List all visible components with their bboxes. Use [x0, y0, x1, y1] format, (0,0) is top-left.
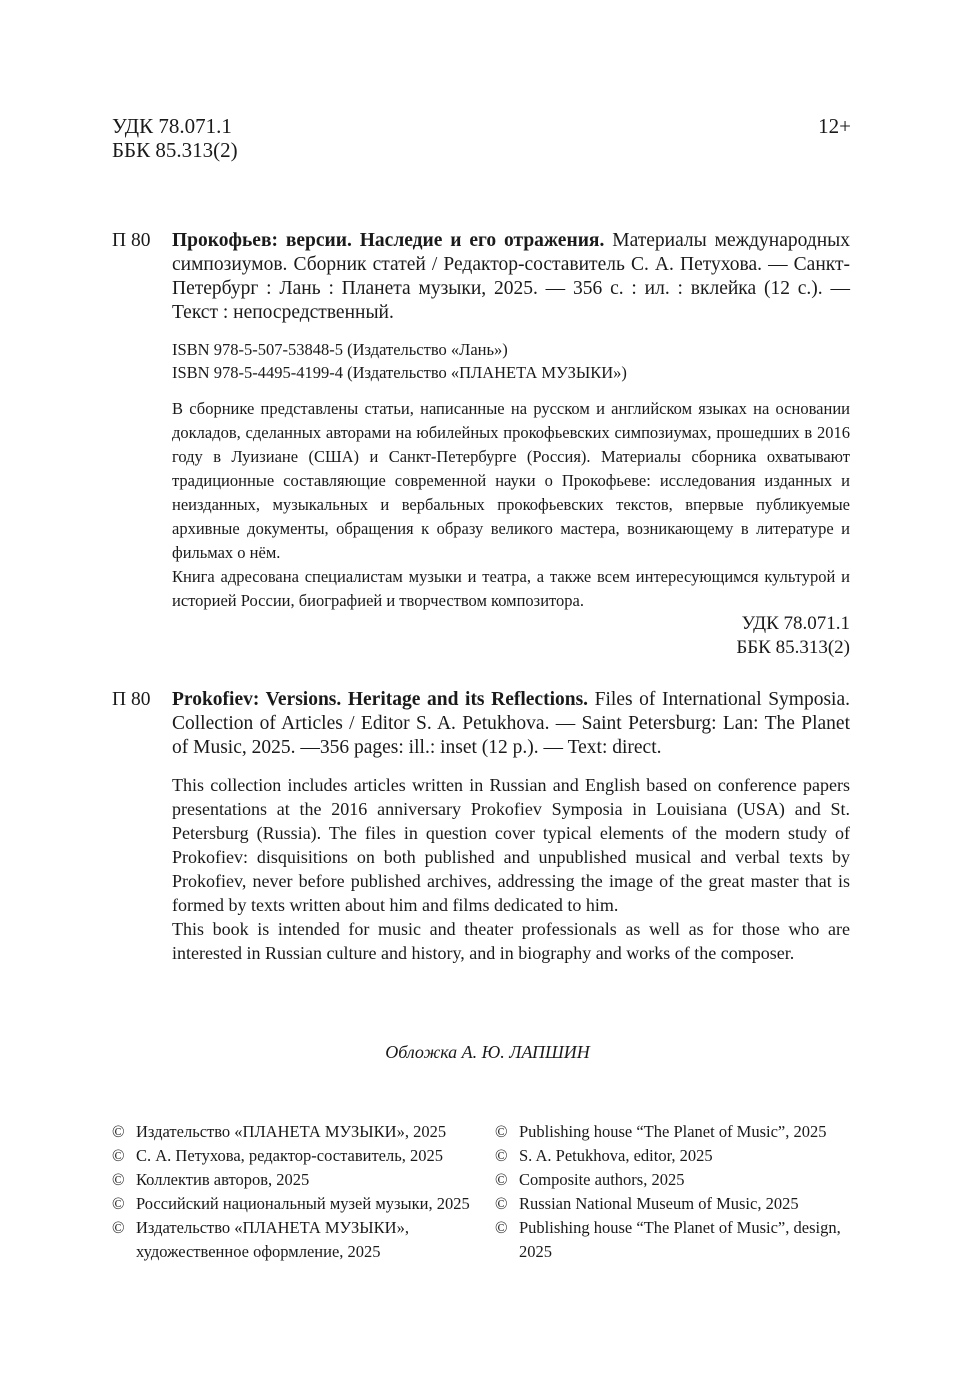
- copyright-text: Publishing house “The Planet of Music”, 2025: [519, 1122, 827, 1141]
- copyright-icon: ©: [112, 1194, 125, 1213]
- copyright-text: С. А. Петухова, редактор-составитель, 2025: [136, 1146, 443, 1165]
- header-udk: УДК 78.071.1: [112, 114, 232, 138]
- copyright-icon: ©: [112, 1218, 125, 1237]
- age-rating: 12+: [818, 114, 851, 138]
- en-annotation-paragraph: This collection includes articles written in Russian and English based on conference papers presentations at the 2016 anniversary Prokofiev Symposia in Louisiana (USA) and St. Petersburg (Russia). The files in question cover typical elements of the modern study of Prokofiev: disquisitions on both published and unpublished musical and verbal texts by Prokofiev, never before published archives, addressing the image of the great master that is formed by texts written about him and films dedicated to him.: [172, 775, 850, 915]
- ru-title: Прокофьев: версии. Наследие и его отражения.: [172, 230, 605, 251]
- header-bbk: ББК 85.313(2): [112, 138, 238, 162]
- en-description: Files of International Symposia. Collection of Articles / Editor S. A. Petukhova. — Saint Petersburg: Lan: The Planet of Music, 2025. —356 pages: ill.: inset (12 p.). — Text: direct.: [172, 689, 850, 758]
- copyright-text: Коллектив авторов, 2025: [136, 1170, 310, 1189]
- ru-entry-code: П 80: [112, 230, 151, 251]
- copyright-icon: ©: [495, 1194, 508, 1213]
- copyright-text: Composite authors, 2025: [519, 1170, 685, 1189]
- ru-isbn-list: [172, 338, 850, 384]
- copyright-ru-list: [112, 1120, 472, 1264]
- copyright-item: [112, 1192, 472, 1216]
- ru-udk: УДК 78.071.1: [741, 613, 850, 634]
- en-annotation: [172, 773, 850, 965]
- copyright-item: [495, 1144, 855, 1168]
- copyright-item: [112, 1168, 472, 1192]
- copyright-item: [112, 1144, 472, 1168]
- header-classification: [112, 114, 238, 162]
- copyright-icon: ©: [112, 1170, 125, 1189]
- ru-bibliographic-record: [172, 229, 850, 325]
- copyright-icon: ©: [495, 1218, 508, 1237]
- copyright-text: Издательство «ПЛАНЕТА МУЗЫКИ», художественное оформление, 2025: [136, 1218, 409, 1261]
- isbn-lan: ISBN 978-5-507-53848-5 (Издательство «Лань»): [172, 340, 508, 359]
- en-annotation-paragraph: This book is intended for music and theater professionals as well as for those who are interested in Russian culture and history, and in biography and works of the composer.: [172, 919, 850, 963]
- ru-classification: [736, 612, 850, 660]
- copyright-item: [495, 1216, 855, 1264]
- copyright-text: Российский национальный музей музыки, 2025: [136, 1194, 470, 1213]
- copyright-item: [495, 1192, 855, 1216]
- copyright-icon: ©: [495, 1146, 508, 1165]
- ru-bbk: ББК 85.313(2): [736, 637, 850, 658]
- en-entry: [172, 688, 850, 965]
- copyright-text: Publishing house “The Planet of Music”, design, 2025: [519, 1218, 841, 1261]
- copyright-text: Издательство «ПЛАНЕТА МУЗЫКИ», 2025: [136, 1122, 447, 1141]
- copyright-item: [112, 1216, 472, 1264]
- ru-annotation: [172, 397, 850, 613]
- copyright-item: [112, 1120, 472, 1144]
- isbn-planet: ISBN 978-5-4495-4199-4 (Издательство «ПЛАНЕТА МУЗЫКИ»): [172, 363, 627, 382]
- en-entry-code: П 80: [112, 689, 151, 710]
- copyright-text: Russian National Museum of Music, 2025: [519, 1194, 799, 1213]
- copyright-item: [495, 1168, 855, 1192]
- copyright-en-list: [495, 1120, 855, 1264]
- cover-credit: Обложка А. Ю. ЛАПШИН: [385, 1042, 590, 1062]
- en-bibliographic-record: [172, 688, 850, 760]
- ru-description: Материалы международных симпозиумов. Сборник статей / Редактор-составитель С. А. Петухова. — Санкт-Петербург : Лань : Планета музыки, 2025. — 356 с. : ил. : вклейка (12 с.). — Текст : непосредственный.: [172, 230, 851, 323]
- copyright-text: S. A. Petukhova, editor, 2025: [519, 1146, 713, 1165]
- en-title: Prokofiev: Versions. Heritage and its Reflections.: [172, 689, 589, 710]
- copyright-icon: ©: [495, 1170, 508, 1189]
- ru-annotation-paragraph: В сборнике представлены статьи, написанные на русском и английском языках на основании докладов, сделанных авторами на юбилейных прокофьевских симпозиумах, прошедших в 2016 году в Луизиане (США) и Санкт-Петербурге (Россия). Материалы сборника охватывают традиционные составляющие современной науки о Прокофьеве: исследования изданных и неизданных, музыкальных и вербальных прокофьевских текстов, впервые публикуемые архивные документы, обращения к образу великого мастера, возникающему в литературе и фильмах о нём.: [172, 399, 850, 562]
- ru-entry: [172, 229, 850, 613]
- copyright-icon: ©: [112, 1146, 125, 1165]
- copyright-item: [495, 1120, 855, 1144]
- copyright-icon: ©: [495, 1122, 508, 1141]
- copyright-icon: ©: [112, 1122, 125, 1141]
- ru-annotation-paragraph: Книга адресована специалистам музыки и театра, а также всем интересующимся культурой и историей России, биографией и творчеством композитора.: [172, 567, 850, 610]
